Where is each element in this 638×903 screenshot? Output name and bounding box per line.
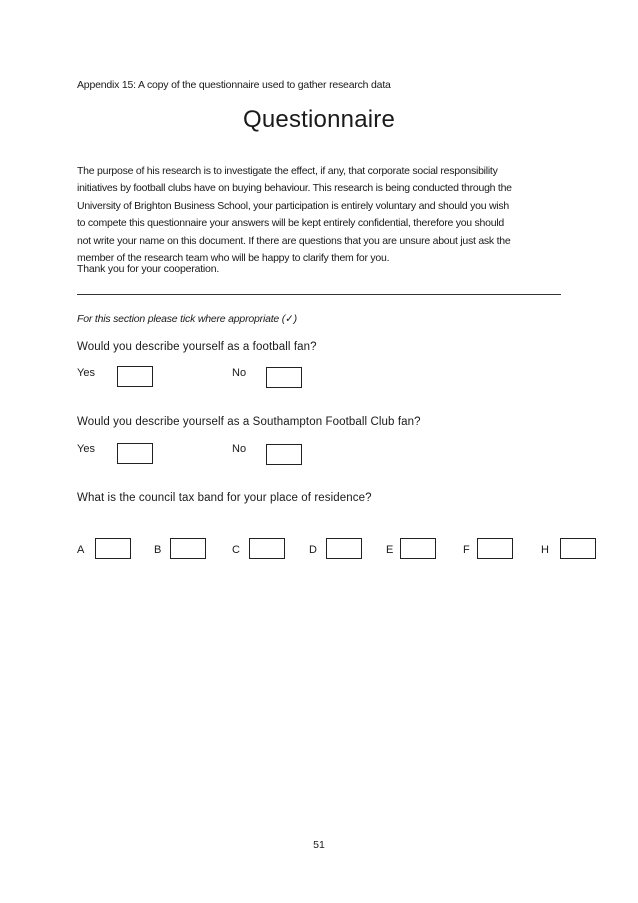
instruction-text: For this section please tick where appropriate (✓) xyxy=(77,313,297,325)
question-southampton-fan: Would you describe yourself as a Southampton Football Club fan? xyxy=(77,416,421,428)
option-label-band-h: H xyxy=(541,544,549,556)
divider xyxy=(77,294,561,295)
intro-line: to compete this questionnaire your answers will be kept entirely confidential, therefore you should xyxy=(77,217,505,230)
checkbox-band-f[interactable] xyxy=(477,538,513,559)
checkbox-band-h[interactable] xyxy=(560,538,596,559)
checkbox-football-fan-no[interactable] xyxy=(266,367,302,388)
intro-line: The purpose of his research is to investigate the effect, if any, that corporate social responsibility xyxy=(77,165,498,177)
question-football-fan: Would you describe yourself as a football fan? xyxy=(77,341,317,353)
intro-line: not write your name on this document. If there are questions that you are unsure about just ask the xyxy=(77,234,511,247)
question-council-tax-band: What is the council tax band for your place of residence? xyxy=(77,492,372,504)
checkbox-football-fan-yes[interactable] xyxy=(117,366,153,387)
option-label-band-c: C xyxy=(232,544,240,556)
checkbox-band-d[interactable] xyxy=(326,538,362,559)
checkbox-band-b[interactable] xyxy=(170,538,206,559)
option-label-no: No xyxy=(232,367,247,379)
checkbox-band-c[interactable] xyxy=(249,538,285,559)
checkbox-band-e[interactable] xyxy=(400,538,436,559)
option-label-band-e: E xyxy=(386,544,394,556)
checkbox-southampton-fan-no[interactable] xyxy=(266,444,302,465)
option-label-band-b: B xyxy=(154,544,162,556)
option-label-yes: Yes xyxy=(77,443,95,455)
checkbox-band-a[interactable] xyxy=(95,538,131,559)
page-number: 51 xyxy=(313,839,325,851)
thanks-text: Thank you for your cooperation. xyxy=(77,263,220,275)
option-label-band-f: F xyxy=(463,544,470,556)
option-label-no: No xyxy=(232,443,247,455)
intro-line: initiatives by football clubs have on buying behaviour. This research is being conducted through the xyxy=(77,182,512,195)
option-label-yes: Yes xyxy=(77,367,95,379)
option-label-band-d: D xyxy=(309,544,317,556)
appendix-caption: Appendix 15: A copy of the questionnaire used to gather research data xyxy=(77,79,391,91)
intro-line: member of the research team who will be happy to clarify them for you. xyxy=(77,252,390,265)
checkbox-southampton-fan-yes[interactable] xyxy=(117,443,153,464)
page-title: Questionnaire xyxy=(242,106,396,133)
option-label-band-a: A xyxy=(77,544,85,556)
intro-line: University of Brighton Business School, your participation is entirely voluntary and should you wish xyxy=(77,199,509,212)
intro-paragraph xyxy=(77,163,563,267)
